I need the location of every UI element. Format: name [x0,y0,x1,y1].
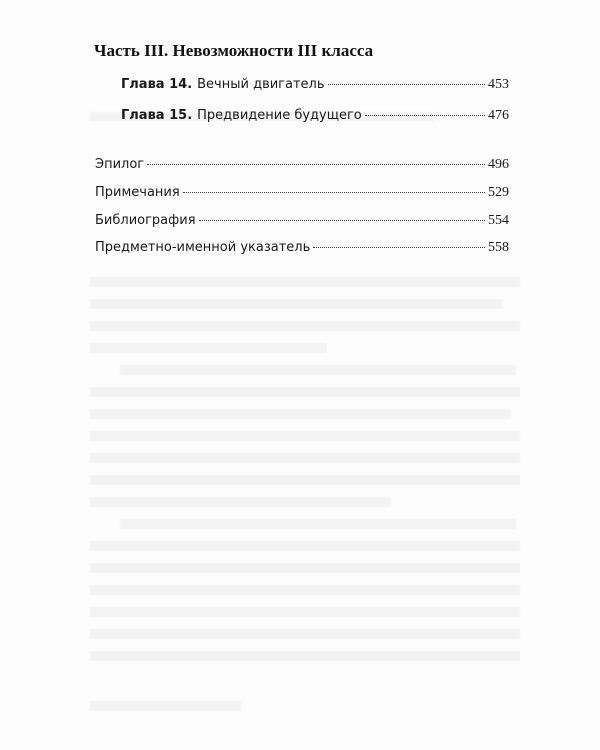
page-number: 558 [488,240,509,255]
page-number: 496 [488,157,509,172]
dot-leader [328,84,485,85]
dot-leader [199,220,485,221]
page-number: 554 [488,213,509,228]
chapter-title: Вечный двигатель [197,77,325,92]
dot-leader [313,247,485,248]
entry-title: Эпилог [95,157,145,172]
bleed-through-texture [90,88,520,711]
entry-title: Предметно-именной указатель [95,240,311,255]
page-number: 529 [488,185,509,200]
dot-leader [183,192,485,193]
page-number: 476 [488,108,509,123]
toc-index[interactable] [95,240,509,256]
dot-leader [147,164,485,165]
entry-title: Библиография [95,213,196,228]
chapter-label: Глава 14. [121,77,193,92]
toc-chapter-15[interactable] [121,108,509,124]
toc-notes[interactable] [95,185,509,201]
chapter-label: Глава 15. [121,108,193,123]
part-heading [94,41,373,61]
toc-bibliography[interactable] [95,213,509,229]
toc-epilogue[interactable] [95,157,509,173]
part-prefix: Часть III [94,41,164,60]
part-title: . Невозможности III класса [163,41,374,60]
entry-title: Примечания [95,185,180,200]
dot-leader [365,115,485,116]
page-number: 453 [488,77,509,92]
chapter-title: Предвидение будущего [197,108,362,123]
toc-chapter-14[interactable] [121,77,509,93]
